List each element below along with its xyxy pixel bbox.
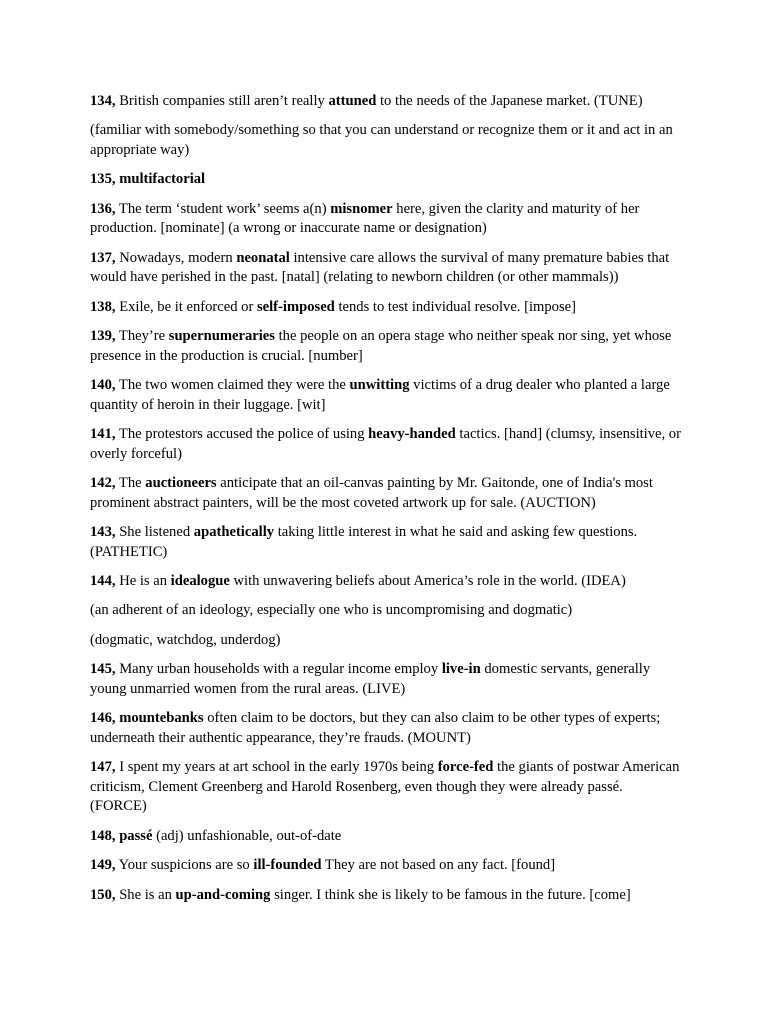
vocab-entry <box>90 92 682 112</box>
text: Many urban households with a regular income employ <box>115 661 442 678</box>
bold-text: 138, <box>90 298 116 315</box>
vocab-entry <box>90 523 682 562</box>
vocab-entry <box>90 601 682 621</box>
bold-text: supernumeraries <box>168 328 275 345</box>
bold-text: 150, <box>90 886 116 903</box>
vocab-entry <box>90 249 682 288</box>
text: the giants of postwar American criticism, Clement Greenberg and Harold Rosenberg, even though they were already passé. (FORCE) <box>90 759 680 815</box>
bold-text: 142, <box>90 475 116 492</box>
vocab-entry <box>90 327 682 366</box>
text: The two women claimed they were the <box>115 377 350 394</box>
vocab-entry <box>90 758 682 817</box>
bold-text: apathetically <box>193 524 275 541</box>
bold-text: 145, <box>90 661 116 678</box>
vocab-entry <box>90 376 682 415</box>
bold-text: 148, passé <box>90 827 153 844</box>
text: the people on an opera stage who neither speak nor sing, yet whose presence in the production is crucial. [number] <box>90 328 672 364</box>
text: often claim to be doctors, but they can also claim to be other types of experts; underneath their authentic appearance, they’re frauds. (MOUNT) <box>90 710 661 746</box>
text: (dogmatic, watchdog, underdog) <box>90 631 281 648</box>
text: Your suspicions are so <box>115 857 254 874</box>
bold-text: 143, <box>90 524 116 541</box>
text: I spent my years at art school in the early 1970s being <box>115 759 438 776</box>
bold-text: 146, mountebanks <box>90 710 204 727</box>
bold-text: misnomer <box>330 200 393 217</box>
text: singer. I think she is likely to be famous in the future. [come] <box>270 886 631 903</box>
bold-text: 149, <box>90 857 116 874</box>
bold-text: auctioneers <box>145 475 217 492</box>
text: (familiar with somebody/something so that you can understand or recognize them or it and act in an appropriate way) <box>90 122 673 158</box>
text: victims of a drug dealer who planted a large quantity of heroin in their luggage. [wit] <box>90 377 670 413</box>
vocab-entry <box>90 572 682 592</box>
text: The <box>115 475 146 492</box>
bold-text: neonatal <box>236 249 290 266</box>
text: They are not based on any fact. [found] <box>321 857 556 874</box>
text: Nowadays, modern <box>115 249 237 266</box>
vocab-entry <box>90 631 682 651</box>
vocab-entry <box>90 170 682 190</box>
bold-text: self-imposed <box>256 298 335 315</box>
vocab-entry <box>90 200 682 239</box>
vocab-entry <box>90 856 682 876</box>
bold-text: 134, <box>90 93 116 109</box>
text: The protestors accused the police of using <box>115 426 369 443</box>
vocab-entry <box>90 886 682 906</box>
vocab-entry <box>90 298 682 318</box>
bold-text: 144, <box>90 573 116 590</box>
vocab-entry <box>90 709 682 748</box>
bold-text: up-and-coming <box>175 886 271 903</box>
bold-text: idealogue <box>170 573 230 590</box>
text: tactics. [hand] (clumsy, insensitive, or overly forceful) <box>90 426 681 462</box>
bold-text: 135, multifactorial <box>90 171 206 188</box>
vocab-entry <box>90 474 682 513</box>
bold-text: ill-founded <box>253 857 322 874</box>
bold-text: 147, <box>90 759 116 776</box>
text: taking little interest in what he said and asking few questions. (PATHETIC) <box>90 524 638 560</box>
bold-text: unwitting <box>349 377 410 394</box>
bold-text: force-fed <box>437 759 494 776</box>
text: The term ‘student work’ seems a(n) <box>115 200 331 217</box>
bold-text: 139, <box>90 328 116 345</box>
text: (adj) unfashionable, out-of-date <box>152 827 342 844</box>
text: tends to test individual resolve. [impose] <box>334 298 576 315</box>
text: anticipate that an oil-canvas painting by Mr. Gaitonde, one of India's most prominent abstract painters, will be the most coveted artwork up for sale. (AUCTION) <box>90 475 653 511</box>
vocab-entry <box>90 660 682 699</box>
text: (an adherent of an ideology, especially one who is uncompromising and dogmatic) <box>90 602 573 619</box>
bold-text: attuned <box>328 93 377 109</box>
bold-text: 140, <box>90 377 116 394</box>
vocab-entry <box>90 425 682 464</box>
text: She listened <box>115 524 194 541</box>
vocab-entry <box>90 827 682 847</box>
bold-text: live-in <box>441 661 481 678</box>
vocab-entry <box>90 121 682 160</box>
bold-text: 141, <box>90 426 116 443</box>
text: here, given the clarity and maturity of her production. [nominate] (a wrong or inaccurate name or designation) <box>90 200 640 237</box>
text: intensive care allows the survival of many premature babies that would have perished in the past. [natal] (relating to newborn children (or other mammals)) <box>90 249 670 286</box>
text: They’re <box>115 328 169 345</box>
text: He is an <box>115 573 171 590</box>
bold-text: 137, <box>90 249 116 266</box>
bold-text: heavy-handed <box>368 426 456 443</box>
bold-text: 136, <box>90 200 116 217</box>
text: with unwavering beliefs about America’s role in the world. (IDEA) <box>229 573 626 590</box>
text: Exile, be it enforced or <box>115 298 257 315</box>
text: British companies still aren’t really <box>115 93 329 109</box>
text: She is an <box>115 886 176 903</box>
text: domestic servants, generally young unmarried women from the rural areas. (LIVE) <box>90 661 651 697</box>
document-page <box>90 92 682 915</box>
text: to the needs of the Japanese market. (TUNE) <box>376 93 643 109</box>
